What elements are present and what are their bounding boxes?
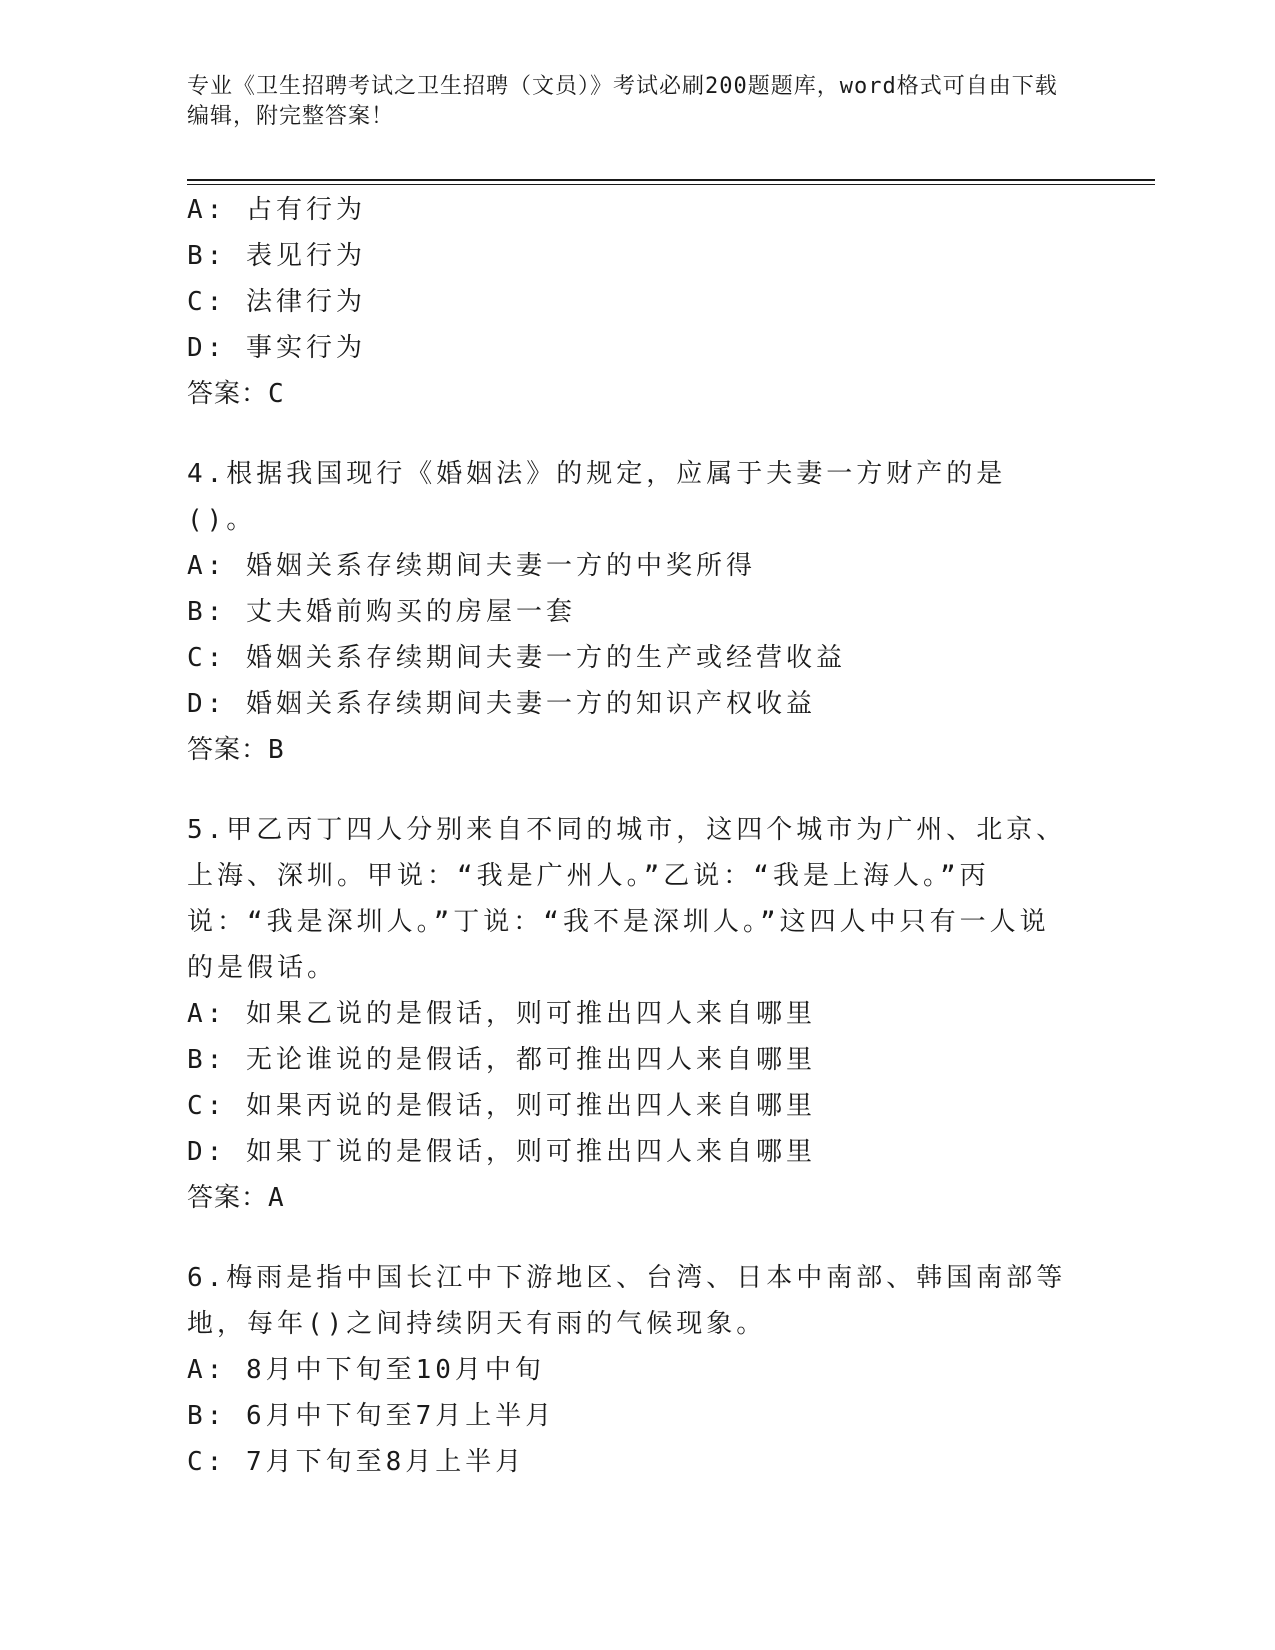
question-4	[187, 451, 1067, 773]
question-stem: 6.梅雨是指中国长江中下游地区、台湾、日本中南部、韩国南部等地，每年()之间持续阴天有雨的气候现象。	[187, 1263, 1067, 1339]
answer-value: B	[268, 735, 285, 765]
question-stem: 5.甲乙丙丁四人分别来自不同的城市，这四个城市为广州、北京、上海、深圳。甲说：“我是广州人。”乙说：“我是上海人。”丙说：“我是深圳人。”丁说：“我不是深圳人。”这四人中只有一人说的是假话。	[187, 815, 1067, 983]
question-5	[187, 807, 1067, 1221]
option-d: D: 婚姻关系存续期间夫妻一方的知识产权收益	[187, 689, 816, 719]
question-6	[187, 1255, 1067, 1485]
answer-line	[187, 727, 1067, 773]
option-d: D: 如果丁说的是假话，则可推出四人来自哪里	[187, 1137, 816, 1167]
header-divider-thin	[187, 184, 1155, 185]
answer-label: 答案：	[187, 735, 269, 765]
option-c: C: 7月下旬至8月上半月	[187, 1447, 526, 1477]
option-c: C: 法律行为	[187, 287, 366, 317]
questions-content	[187, 187, 1067, 1485]
option-b: B: 表见行为	[187, 241, 366, 271]
option-c: C: 婚姻关系存续期间夫妻一方的生产或经营收益	[187, 643, 846, 673]
option-c: C: 如果丙说的是假话，则可推出四人来自哪里	[187, 1091, 816, 1121]
option-a: A: 占有行为	[187, 195, 366, 225]
document-header: 专业《卫生招聘考试之卫生招聘（文员）》考试必刷200题题库，word格式可自由下载编辑，附完整答案！	[187, 74, 1058, 129]
question-stem: 4.根据我国现行《婚姻法》的规定，应属于夫妻一方财产的是()。	[187, 459, 1007, 535]
answer-label: 答案：	[187, 1183, 269, 1213]
answer-line	[187, 371, 1067, 417]
option-d: D: 事实行为	[187, 333, 366, 363]
answer-value: A	[268, 1183, 285, 1213]
option-a: A: 8月中下旬至10月中旬	[187, 1355, 545, 1385]
option-b: B: 无论谁说的是假话，都可推出四人来自哪里	[187, 1045, 816, 1075]
option-b: B: 丈夫婚前购买的房屋一套	[187, 597, 576, 627]
question-partial	[187, 187, 1067, 417]
option-a: A: 如果乙说的是假话，则可推出四人来自哪里	[187, 999, 816, 1029]
header-divider-thick	[187, 179, 1155, 181]
answer-line	[187, 1175, 1067, 1221]
option-a: A: 婚姻关系存续期间夫妻一方的中奖所得	[187, 551, 756, 581]
answer-label: 答案：	[187, 379, 269, 409]
option-b: B: 6月中下旬至7月上半月	[187, 1401, 556, 1431]
answer-value: C	[268, 379, 285, 409]
